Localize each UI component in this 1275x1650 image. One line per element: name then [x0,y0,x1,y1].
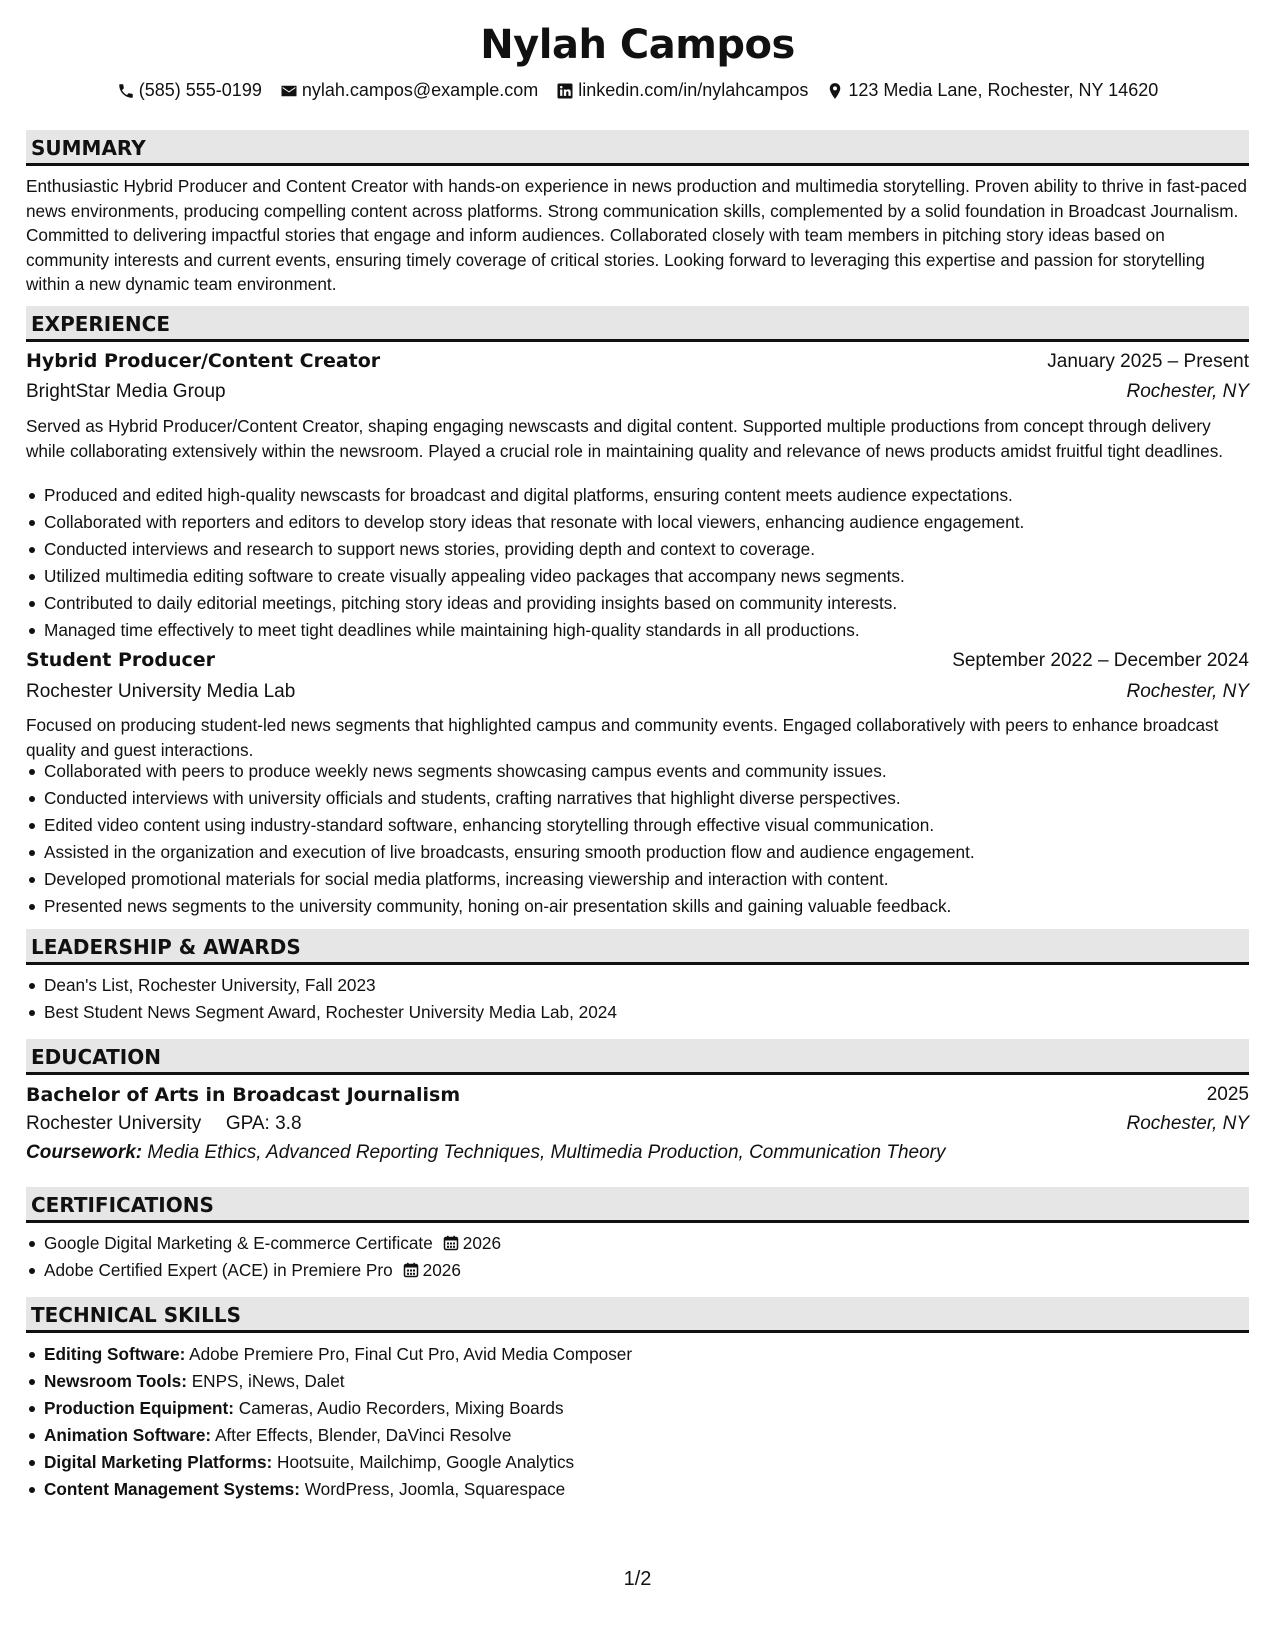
school-line [26,1113,302,1135]
list-item [26,1230,1249,1257]
skill-label: Content Management Systems: [44,1479,300,1499]
skill-label: Production Equipment: [44,1398,235,1418]
skill-value: Cameras, Audio Recorders, Mixing Boards [238,1398,564,1418]
job-bullet-list [26,482,1249,644]
skill-value: ENPS, iNews, Dalet [191,1371,345,1391]
calendar-icon [403,1262,419,1278]
phone-icon [117,82,135,100]
list-item [26,1341,1249,1368]
summary-heading [26,130,1249,166]
gpa: GPA: 3.8 [225,1113,302,1134]
skill-label: Newsroom Tools: [44,1371,187,1391]
list-item [26,1368,1249,1395]
list-item: Assisted in the organization and execution of live broadcasts, ensuring smooth production flow and audience engagement. [26,839,1249,866]
list-item: Contributed to daily editorial meetings, pitching story ideas and providing insights based on community interests. [26,590,1249,617]
certifications-list [26,1230,1249,1284]
list-item [26,1449,1249,1476]
job-dates: September 2022 – December 2024 [952,650,1249,671]
list-item: Developed promotional materials for social media platforms, increasing viewership and interaction with content. [26,866,1249,893]
job-title: Student Producer [26,649,215,671]
summary-text: Enthusiastic Hybrid Producer and Content Creator with hands-on experience in news production and multimedia storytelling. Proven ability to thrive in fast-paced news environments, producing compelling content across platforms. Strong communication skills, complemented by a solid foundation in Broadcast Journalism. Committed to delivering impactful stories that engage and inform audiences. Collaborated closely with team members in pitching story ideas based on community interests and current events, ensuring timely coverage of critical stories. Looking forward to leveraging this expertise and passion for storytelling within a new dynamic team environment. [26,176,1247,294]
list-item [26,1476,1249,1503]
leadership-list [26,972,1249,1026]
list-item: Conducted interviews and research to support news stories, providing depth and context to coverage. [26,536,1249,563]
list-item: Dean's List, Rochester University, Fall 2023 [26,972,1249,999]
list-item [26,1257,1249,1284]
job-title: Hybrid Producer/Content Creator [26,350,381,372]
list-item: Best Student News Segment Award, Rochester University Media Lab, 2024 [26,999,1249,1026]
contact-email[interactable] [280,80,538,101]
skills-heading [26,1297,1249,1333]
map-pin-icon [826,82,844,100]
job-dates: January 2025 – Present [1047,351,1249,372]
contact-phone [117,80,262,101]
certification-year: 2026 [462,1233,502,1253]
job-organization: Rochester University Media Lab [26,681,296,702]
list-item: Utilized multimedia editing software to create visually appealing video packages that accompany news segments. [26,563,1249,590]
linkedin-text: linkedin.com/in/nylahcampos [578,80,809,100]
list-item: Edited video content using industry-standard software, enhancing storytelling through effective visual communication. [26,812,1249,839]
job-description: Focused on producing student-led news segments that highlighted campus and community events. Engaged collaboratively with peers to enhance broadcast quality and guest interactions. [26,715,1219,760]
experience-heading-text: EXPERIENCE [31,312,170,336]
job-bullet-list [26,758,1249,920]
list-item: Collaborated with reporters and editors to develop story ideas that resonate with local viewers, enhancing audience engagement. [26,509,1249,536]
skill-label: Digital Marketing Platforms: [44,1452,273,1472]
job-location: Rochester, NY [1126,381,1249,402]
list-item: Presented news segments to the university community, honing on-air presentation skills and gaining valuable feedback. [26,893,1249,920]
address-text: 123 Media Lane, Rochester, NY 14620 [848,80,1159,100]
page-number: 1/2 [623,1568,652,1590]
leadership-heading [26,929,1249,965]
skill-label: Editing Software: [44,1344,186,1364]
job-location: Rochester, NY [1126,681,1249,702]
school-name: Rochester University [26,1113,202,1134]
education-heading-text: EDUCATION [31,1045,161,1069]
certification-year: 2026 [422,1260,461,1280]
list-item [26,1395,1249,1422]
certifications-heading [26,1187,1249,1223]
skill-value: WordPress, Joomla, Squarespace [304,1479,566,1499]
phone-text: (585) 555-0199 [138,80,262,100]
contact-address [826,80,1158,101]
email-text: nylah.campos@example.com [301,80,539,100]
list-item [26,1422,1249,1449]
skill-value: After Effects, Blender, DaVinci Resolve [214,1425,512,1445]
contact-linkedin[interactable] [556,80,808,101]
certification-name: Google Digital Marketing & E-commerce Certificate [44,1233,433,1253]
list-item: Conducted interviews with university officials and students, crafting narratives that highlight diverse perspectives. [26,785,1249,812]
skills-heading-text: TECHNICAL SKILLS [31,1303,241,1327]
skill-label: Animation Software: [44,1425,212,1445]
degree-title: Bachelor of Arts in Broadcast Journalism [26,1084,461,1106]
summary-heading-text: SUMMARY [31,136,146,160]
coursework-line [26,1142,945,1164]
candidate-name: Nylah Campos [480,22,795,68]
list-item: Produced and edited high-quality newscasts for broadcast and digital platforms, ensuring content meets audience expectations. [26,482,1249,509]
skills-list [26,1341,1249,1503]
certifications-heading-text: CERTIFICATIONS [31,1193,214,1217]
list-item: Managed time effectively to meet tight deadlines while maintaining high-quality standards in all productions. [26,617,1249,644]
linkedin-icon [556,82,574,100]
skill-value: Hootsuite, Mailchimp, Google Analytics [277,1452,575,1472]
experience-heading [26,306,1249,342]
job-description: Served as Hybrid Producer/Content Creator, shaping engaging newscasts and digital content. Supported multiple productions from concept through delivery while collaborating extensively within the newsroom. Played a crucial role in maintaining quality and relevance of news products amidst fruitful tight deadlines. [26,416,1224,461]
list-item: Collaborated with peers to produce weekly news segments showcasing campus events and community issues. [26,758,1249,785]
skill-value: Adobe Premiere Pro, Final Cut Pro, Avid Media Composer [189,1344,633,1364]
job-organization: BrightStar Media Group [26,381,226,402]
coursework-label: Coursework: [26,1142,143,1163]
contact-bar [0,80,1275,101]
calendar-icon [443,1235,459,1251]
school-location: Rochester, NY [1126,1113,1249,1134]
certification-name: Adobe Certified Expert (ACE) in Premiere Pro [44,1260,393,1280]
graduation-year: 2025 [1206,1084,1249,1105]
education-heading [26,1039,1249,1075]
coursework-text: Media Ethics, Advanced Reporting Techniques, Multimedia Production, Communication Theory [147,1142,946,1163]
leadership-heading-text: LEADERSHIP & AWARDS [31,935,301,959]
envelope-icon [280,82,298,100]
